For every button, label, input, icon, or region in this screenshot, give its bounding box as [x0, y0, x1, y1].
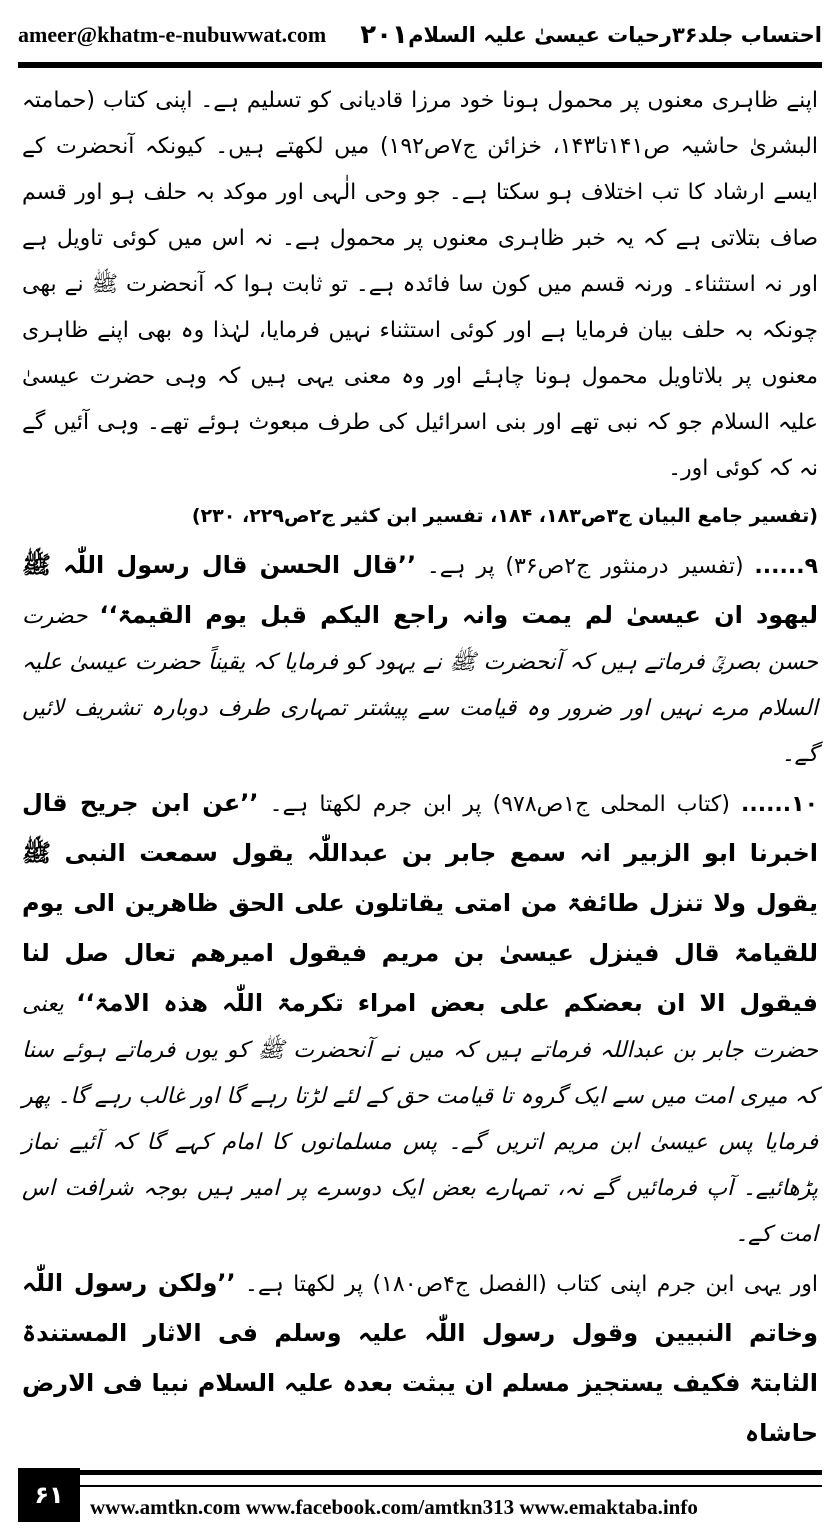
item-9-arabic: ’’قال الحسن قال رسول اللّٰہ ﷺ لیھود ان عیسیٰ لم یمت وانہ راجع الیکم قبل یوم القیمۃ‘‘ [22, 551, 818, 629]
header-email: ameer@khatm-e-nubuwwat.com [18, 22, 327, 47]
page-footer [18, 1468, 822, 1522]
item-10 [22, 778, 818, 1258]
page-header [18, 12, 822, 58]
item-10-translation: یعنی حضرت جابر بن عبداللہ فرماتے ہیں کہ میں نے آنحضرت ﷺ کو یوں فرماتے ہوئے سنا کہ میری امت میں سے ایک گروہ تا قیامت حق کے لئے لڑتا رہے گا اور غالب رہے گا۔ پھر فرمایا پس عیسیٰ ابن مریم اتریں گے۔ پس مسلمانوں کا امام کہے گا کہ آئیے نماز پڑھائیے۔ آپ فرمائیں گے نہ، تمہارے بعض ایک دوسرے پر امیر ہیں بوجہ شرافت اس امت کے۔ [22, 992, 818, 1247]
footer-rest [80, 1468, 822, 1522]
item-9-source: (تفسیر درمنثور ج۲ص۳۶) پر ہے۔ [426, 554, 744, 579]
header-rule [18, 62, 822, 68]
item-11-arabic: ’’ولکن رسول اللّٰہ وخاتم النبیین وقول رسول اللّٰہ علیہ وسلم فی الاثار المستندۃ الثابتۃ فکیف یستجیز مسلم ان یبثت بعدہ علیہ السلام نبیا فی الارض حاشاہ [22, 1269, 818, 1447]
item-10-number: ۱۰...... [741, 792, 819, 817]
paragraph-intro: اپنے ظاہری معنوں پر محمول ہونا خود مرزا قادیانی کو تسلیم ہے۔ اپنی کتاب (حمامتہ البشریٰ حاشیہ ص۱۴۱تا۱۴۳، خزائن ج۷ص۱۹۲) میں لکھتے ہیں۔ کیونکہ آنحضرت کے ایسے ارشاد کا تب اختلاف ہو سکتا ہے۔ جو وحی الٰہی اور موکد بہ حلف ہو اور قسم صاف بتلاتی ہے کہ یہ خبر ظاہری معنوں پر محمول ہے۔ نہ اس میں کوئی تاویل ہے اور نہ استثناء۔ ورنہ قسم میں کون سا فائدہ ہے۔ تو ثابت ہوا کہ آنحضرت ﷺ نے بھی چونکہ بہ حلف بیان فرمایا ہے اور کوئی استثناء نہیں فرمایا، لہٰذا وہ بھی اپنے ظاہری معنوں پر بلاتاویل محمول ہونا چاہئے اور وہ معنی یہی ہیں کہ وہی حضرت عیسیٰ علیہ السلام جو کہ نبی تھے اور بنی اسرائیل کی طرف مبعوث ہوئے تھے۔ وہی آئیں گے نہ کہ کوئی اور۔ [22, 88, 818, 481]
item-11-source: اور یہی ابن جرم اپنی کتاب (الفصل ج۴ص۱۸۰) پر لکھتا ہے۔ [245, 1272, 818, 1297]
item-9-number: ۹...... [754, 554, 819, 579]
footer-page-box: ۶۱ [18, 1468, 80, 1522]
item-11 [22, 1258, 818, 1458]
page-body [22, 78, 818, 1452]
item-10-arabic: ’’عن ابن جریح قال اخبرنا ابو الزبیر انہ سمع جابر بن عبداللّٰہ یقول سمعت النبی ﷺ یقول ولا تنزل طائفۃ من امتی یقاتلون علی الحق ظاھرین الی یوم للقیامۃ قال فینزل عیسیٰ بن مریم فیقول امیرھم تعال صل لنا فیقول الا ان بعضکم علی بعض امراء تکرمۃ اللّٰہ ھذہ الامۃ‘‘ [22, 789, 818, 1017]
reference-1: (تفسیر جامع البیان ج۳ص۱۸۳، ۱۸۴، تفسیر ابن کثیر ج۲ص۲۲۹، ۲۳۰) [191, 505, 818, 527]
item-9 [22, 540, 818, 778]
footer-urls[interactable]: www.amtkn.com www.facebook.com/amtkn313 www.emaktaba.info [90, 1495, 698, 1519]
page-number: ۲۰۱ [360, 20, 408, 50]
header-title: احتساب جلد۳۶رحیات عیسیٰ علیہ السلام [408, 23, 822, 47]
footer-rule [80, 1470, 822, 1487]
header-left [18, 20, 408, 50]
item-9-translation: حضرت حسن بصریؒ فرماتے ہیں کہ آنحضرت ﷺ نے یہود کو فرمایا کہ یقیناً حضرت عیسیٰ علیہ السلام مرے نہیں اور ضرور وہ قیامت سے پیشتر تمہاری طرف دوبارہ تشریف لائیں گے۔ [22, 604, 818, 767]
item-10-source: (کتاب المحلی ج۱ص۹۷۸) پر ابن جرم لکھتا ہے۔ [269, 792, 730, 817]
